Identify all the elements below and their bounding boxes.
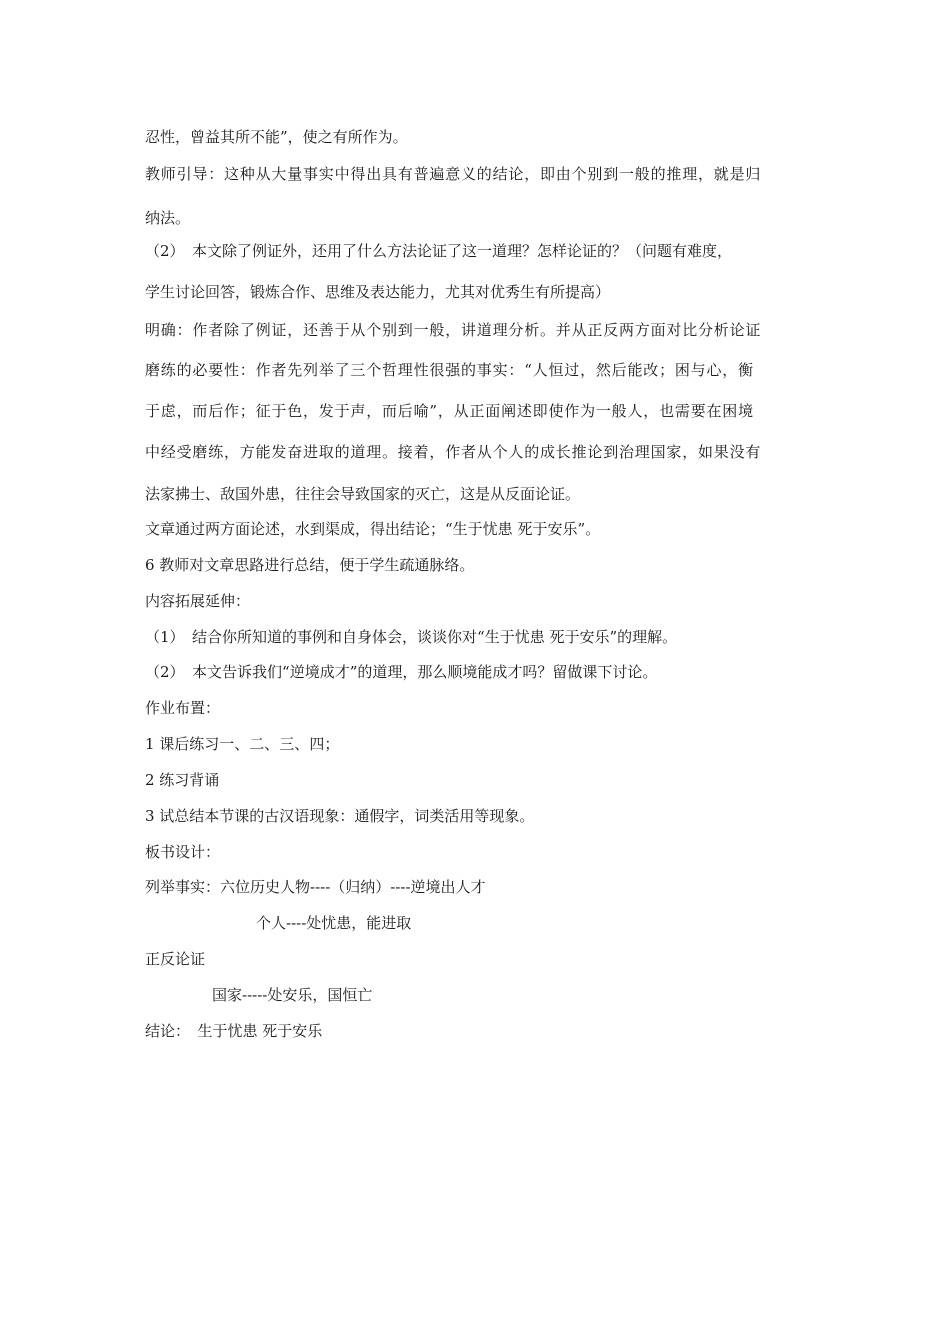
text-line: 忍性，曾益其所不能”，使之有所作为。 <box>145 128 408 146</box>
board-line: 国家-----处安乐，国恒亡 <box>212 986 373 1004</box>
list-item: 2 练习背诵 <box>145 771 220 789</box>
section-heading: 作业布置： <box>145 699 221 717</box>
text-line: 文章通过两方面论述，水到渠成，得出结论；“生于忧患 死于安乐”。 <box>145 520 601 538</box>
board-line: 结论： 生于忧患 死于安乐 <box>145 1022 323 1040</box>
list-item: 1 课后练习一、二、三、四； <box>145 735 340 753</box>
text-line: （2） 本文告诉我们“逆境成才”的道理，那么顺境能成才吗？留做课下讨论。 <box>145 663 658 681</box>
text-line: 法家拂士、敌国外患，往往会导致国家的灭亡，这是从反面论证。 <box>145 485 581 503</box>
text-line: 6 教师对文章思路进行总结，便于学生疏通脉络。 <box>145 556 475 574</box>
text-line: 学生讨论回答，锻炼合作、思维及表达能力，尤其对优秀生有所提高） <box>145 283 611 301</box>
text-line: 教师引导：这种从大量事实中得出具有普遍意义的结论，即由个别到一般的推理，就是归 <box>145 165 762 183</box>
section-heading: 板书设计： <box>145 843 221 861</box>
board-line: 正反论证 <box>145 950 206 968</box>
board-line: 列举事实：六位历史人物----（归纳）----逆境出人才 <box>145 878 486 896</box>
text-line: （1） 结合你所知道的事例和自身体会，谈谈你对“生于忧患 死于安乐”的理解。 <box>145 628 678 646</box>
board-line: 个人----处忧患，能进取 <box>256 914 412 932</box>
text-line: 于虑，而后作；征于色，发于声，而后喻”，从正面阐述即使作为一般人，也需要在困境 <box>145 402 754 420</box>
text-line: 中经受磨练，方能发奋进取的道理。接着，作者从个人的成长推论到治理国家，如果没有 <box>145 443 762 461</box>
text-line: 明确：作者除了例证，还善于从个别到一般，讲道理分析。并从正反两方面对比分析论证 <box>145 321 762 339</box>
list-item: 3 试总结本节课的古汉语现象：通假字，词类活用等现象。 <box>145 807 535 825</box>
text-line: 磨练的必要性：作者先列举了三个哲理性很强的事实：“人恒过，然后能改；困与心，衡 <box>145 361 754 379</box>
section-heading: 内容拓展延伸： <box>145 592 251 610</box>
text-line: 纳法。 <box>145 209 191 227</box>
text-line: （2） 本文除了例证外，还用了什么方法论证了这一道理？怎样论证的？（问题有难度， <box>145 242 733 260</box>
